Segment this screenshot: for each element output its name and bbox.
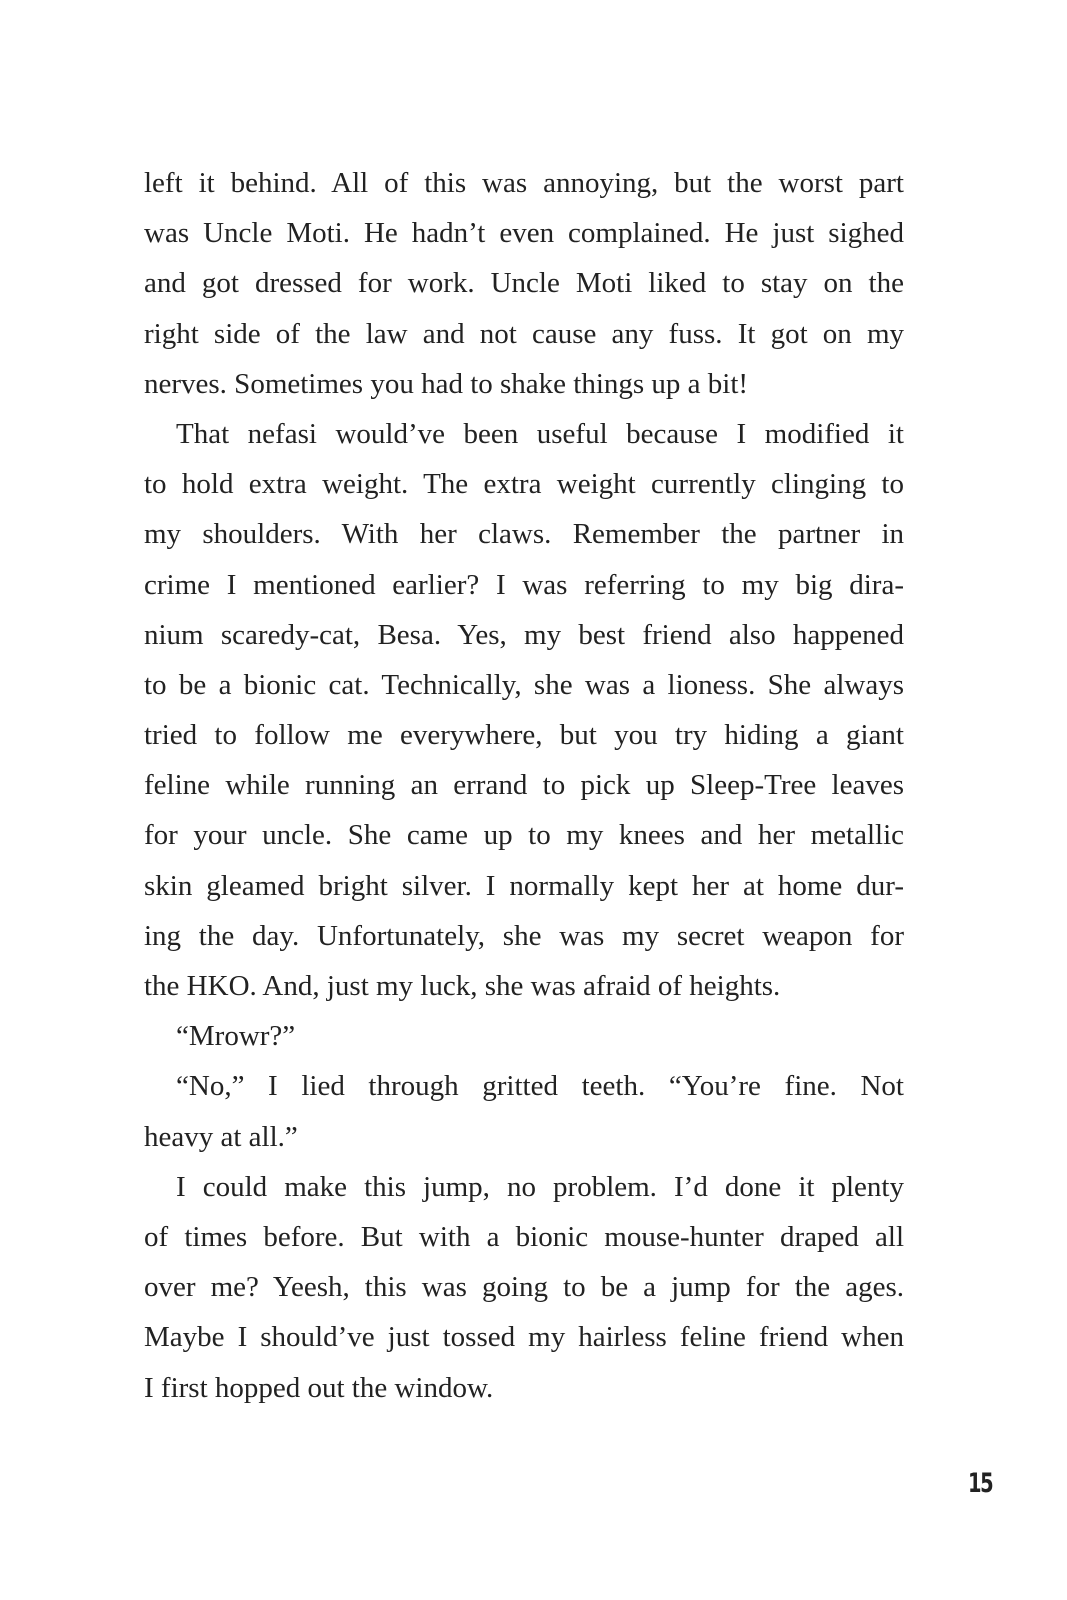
text-line: to hold extra weight. The extra weight currently clinging to: [144, 468, 904, 501]
text-line: the HKO. And, just my luck, she was afraid of heights.: [144, 970, 781, 1002]
body-text: [144, 158, 904, 1413]
page-number: 15: [968, 1468, 993, 1499]
text-line: tried to follow me everywhere, but you try hiding a giant: [144, 719, 904, 752]
text-line: to be a bionic cat. Technically, she was a lioness. She always: [144, 668, 904, 701]
text-line: crime I mentioned earlier? I was referring to my big dira-: [144, 568, 904, 601]
text-line: right side of the law and not cause any fuss. It got on my: [144, 317, 904, 350]
text-line: I could make this jump, no problem. I’d done it plenty: [176, 1170, 904, 1203]
text-line: nium scaredy-cat, Besa. Yes, my best friend also happened: [144, 618, 904, 651]
text-line: skin gleamed bright silver. I normally kept her at home dur-: [144, 869, 904, 902]
text-line: ing the day. Unfortunately, she was my secret weapon for: [144, 919, 904, 952]
text-line: heavy at all.”: [144, 1120, 298, 1153]
text-line: and got dressed for work. Uncle Moti liked to stay on the: [144, 267, 904, 300]
text-line: was Uncle Moti. He hadn’t even complained. He just sighed: [144, 217, 904, 250]
text-line: left it behind. All of this was annoying, but the worst part: [144, 167, 904, 199]
text-line: of times before. But with a bionic mouse-hunter draped all: [144, 1220, 904, 1253]
text-line: nerves. Sometimes you had to shake things up a bit!: [144, 367, 749, 400]
text-line: That nefasi would’ve been useful because I modified it: [176, 417, 904, 450]
text-line: for your uncle. She came up to my knees and her metallic: [144, 819, 904, 852]
text-line: I first hopped out the window.: [144, 1371, 494, 1404]
text-line: Maybe I should’ve just tossed my hairless feline friend when: [144, 1321, 904, 1354]
text-line: over me? Yeesh, this was going to be a jump for the ages.: [144, 1271, 904, 1304]
text-line: my shoulders. With her claws. Remember the partner in: [144, 518, 904, 551]
text-line: “Mrowr?”: [176, 1020, 296, 1053]
text-line: “No,” I lied through gritted teeth. “You’re fine. Not: [176, 1070, 904, 1103]
text-line: feline while running an errand to pick up Sleep-Tree leaves: [144, 769, 904, 802]
